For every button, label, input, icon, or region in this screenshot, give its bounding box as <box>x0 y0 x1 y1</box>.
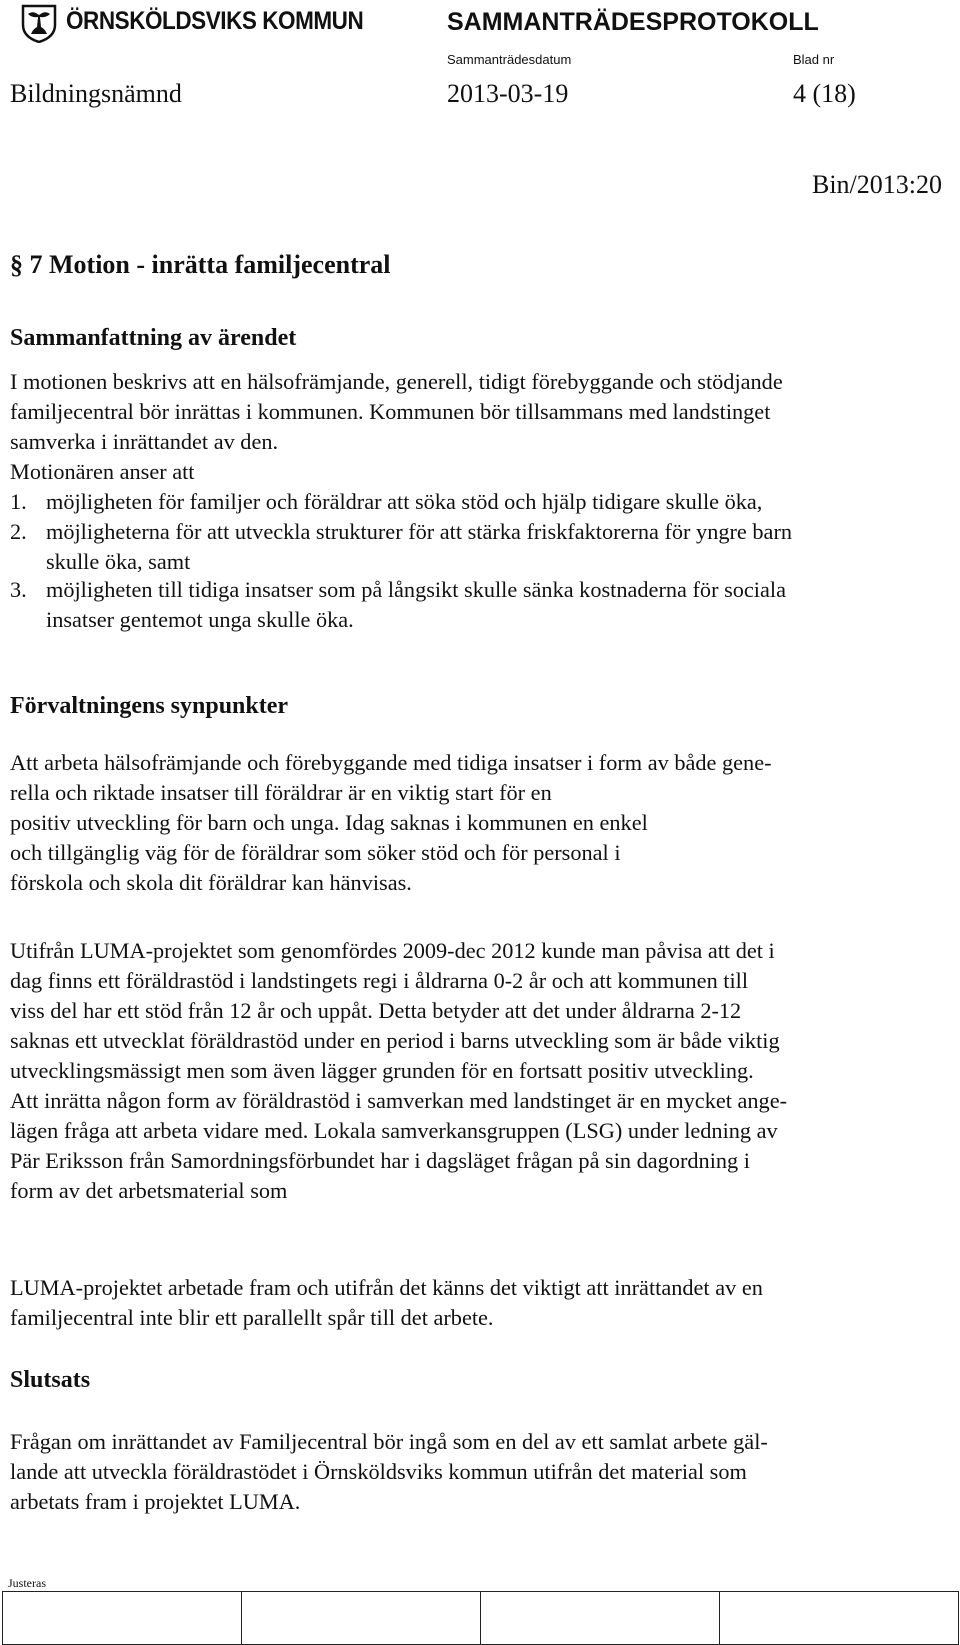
admin-p2-line: viss del har ett stöd från 12 år och uppåt. Detta betyder att det under åldrarna 2-12 <box>10 998 742 1023</box>
meeting-date: 2013-03-19 <box>447 79 569 108</box>
list-number: 1. <box>10 489 27 514</box>
document-type: SAMMANTRÄDESPROTOKOLL <box>447 8 819 36</box>
list-item-text: möjligheterna för att utveckla strukturer för att stärka friskfaktorerna för yngre barn <box>46 519 793 544</box>
admin-p1-line: förskola och skola dit föräldrar kan hänvisas. <box>10 870 412 895</box>
signature-cell[interactable] <box>720 1592 958 1644</box>
list-number: 3. <box>10 577 27 602</box>
list-item-text: möjligheten för familjer och föräldrar att söka stöd och hjälp tidigare skulle öka, <box>46 489 763 514</box>
admin-p2-line: Utifrån LUMA-projektet som genomfördes 2009-dec 2012 kunde man påvisa att det i <box>10 938 775 963</box>
board-name: Bildningsnämnd <box>10 79 182 108</box>
admin-p2-line: utvecklingsmässigt men som även lägger grunden för en fortsatt positiv utveckling. <box>10 1058 754 1083</box>
admin-p2-line: dag finns ett föräldrastöd i landstingets regi i åldrarna 0-2 år och att kommunen till <box>10 968 749 993</box>
conclusion-line: arbetats fram i projektet LUMA. <box>10 1489 301 1514</box>
conclusion-line: lande att utveckla föräldrastödet i Örnsköldsviks kommun utifrån det material som <box>10 1459 747 1484</box>
summary-line: familjecentral bör inrättas i kommunen. Kommunen bör tillsammans med landstinget <box>10 399 771 424</box>
admin-p2-line: Pär Eriksson från Samordningsförbundet har i dagsläget frågan på sin dagordning i <box>10 1148 750 1173</box>
admin-p3-line: familjecentral inte blir ett parallellt spår till det arbete. <box>10 1305 494 1330</box>
administration-heading: Förvaltningens synpunkter <box>10 693 289 719</box>
admin-p3-line: LUMA-projektet arbetade fram och utifrån det känns det viktigt att inrättandet av en <box>10 1275 763 1300</box>
admin-p1-line: rella och riktade insatser till föräldrar är en viktig start för en <box>10 780 552 805</box>
list-item-text: insatser gentemot unga skulle öka. <box>46 607 354 632</box>
section-title: § 7 Motion - inrätta familjecentral <box>10 250 391 279</box>
list-number: 2. <box>10 519 27 544</box>
conclusion-heading: Slutsats <box>10 1367 91 1393</box>
admin-p2-line: saknas ett utvecklat föräldrastöd under en period i barns utveckling som är både viktig <box>10 1028 780 1053</box>
municipality-logo-icon <box>19 3 59 43</box>
summary-heading: Sammanfattning av ärendet <box>10 325 297 351</box>
municipality-name: ÖRNSKÖLDSVIKS KOMMUN <box>66 7 364 35</box>
admin-p2-line: lägen fråga att arbeta vidare med. Lokala samverkansgruppen (LSG) under ledning av <box>10 1118 778 1143</box>
signature-cell[interactable] <box>3 1592 242 1644</box>
signature-cell[interactable] <box>481 1592 720 1644</box>
admin-p1-line: Att arbeta hälsofrämjande och förebyggande med tidiga insatser i form av både gene- <box>10 750 772 775</box>
justeras-label: Justeras <box>8 1576 46 1590</box>
summary-line: I motionen beskrivs att en hälsofrämjande, generell, tidigt förebyggande och stödjande <box>10 369 783 394</box>
signature-box <box>2 1591 959 1645</box>
date-label: Sammanträdesdatum <box>447 52 572 67</box>
list-item-text: skulle öka, samt <box>46 549 191 574</box>
page-label: Blad nr <box>793 52 835 67</box>
admin-p1-line: positiv utveckling för barn och unga. Idag saknas i kommunen en enkel <box>10 810 648 835</box>
admin-p2-line: form av det arbetsmaterial som <box>10 1178 288 1203</box>
signature-cell[interactable] <box>242 1592 481 1644</box>
summary-line: samverka i inrättandet av den. <box>10 429 279 454</box>
admin-p2-line: Att inrätta någon form av föräldrastöd i samverkan med landstinget är en mycket ange- <box>10 1088 788 1113</box>
admin-p1-line: och tillgänglig väg för de föräldrar som söker stöd och för personal i <box>10 840 621 865</box>
list-item-text: möjligheten till tidiga insatser som på långsikt skulle sänka kostnaderna för sociala <box>46 577 786 602</box>
conclusion-line: Frågan om inrättandet av Familjecentral bör ingå som en del av ett samlat arbete gäl- <box>10 1429 768 1454</box>
summary-line: Motionären anser att <box>10 459 195 484</box>
case-reference: Bin/2013:20 <box>811 170 942 199</box>
page-number: 4 (18) <box>793 79 856 108</box>
